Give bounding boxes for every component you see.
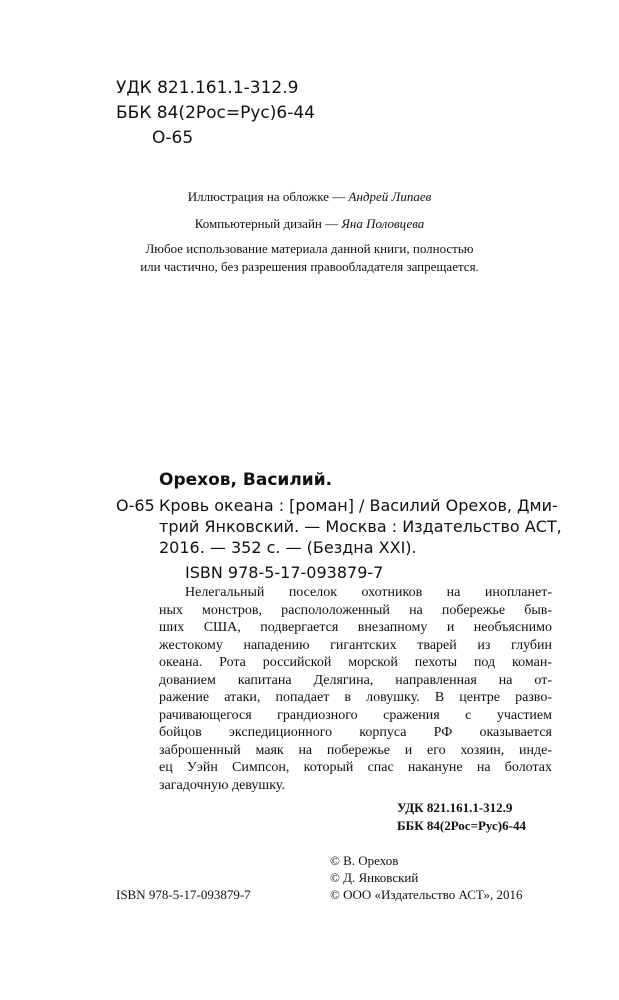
annotation-line: загадочную девушку. xyxy=(159,777,285,793)
annotation-line: ных монстров, распололоженный на побережье быв- xyxy=(159,602,552,618)
bibliographic-line: 2016. — 352 с. — (Бездна XXI). xyxy=(159,538,417,557)
design-credit-name: Яна Половцева xyxy=(341,216,425,231)
annotation-line: рачивающегося грандиозного сражения с участием xyxy=(159,707,552,723)
annotation-line: ших США, подвергается внезапному и необъяснимо xyxy=(159,620,552,635)
copyright-author-1: © В. Орехов xyxy=(330,853,399,868)
annotation-line: дованием капитана Делягина, направленная на от- xyxy=(159,672,552,688)
author-heading: Орехов, Василий. xyxy=(159,470,333,490)
annotation-line: жестокому нападению гигантских тварей из глубин xyxy=(159,637,552,653)
author-code-top: О-65 xyxy=(152,128,194,148)
cover-credit-name: Андрей Липаев xyxy=(348,189,432,204)
annotation-line: ец Уэйн Симпсон, который спас накануне на болотах xyxy=(159,760,552,775)
cover-credit-label: Иллюстрация на обложке — xyxy=(187,189,349,204)
bibliographic-line: Кровь океана : [роман] / Василий Орехов, Дми- xyxy=(159,496,558,515)
annotation-line: океана. Рота российской морской пехоты под коман- xyxy=(159,655,552,670)
copyright-author-2: © Д. Янковский xyxy=(330,870,419,885)
isbn-record: ISBN 978-5-17-093879-7 xyxy=(185,563,384,582)
copyright-publisher: © ООО «Издательство АСТ», 2016 xyxy=(330,887,523,902)
bibliographic-line: трий Янковский. — Москва : Издательство АСТ, xyxy=(159,517,562,536)
copyright-notice-line-1: Любое использование материала данной книги, полностью xyxy=(145,241,474,256)
bibliographic-description xyxy=(159,495,562,558)
annotation xyxy=(159,584,552,794)
design-credit-label: Компьютерный дизайн — xyxy=(194,216,342,231)
isbn-bottom: ISBN 978-5-17-093879-7 xyxy=(116,887,251,902)
udk-top: УДК 821.161.1-312.9 xyxy=(116,78,299,98)
author-code: О-65 xyxy=(116,496,155,515)
annotation-line: заброшенный маяк на побережье и его хозяин, индe- xyxy=(159,742,552,758)
bbk-top: ББК 84(2Рос=Рус)6-44 xyxy=(116,103,315,123)
design-credit xyxy=(0,215,619,232)
annotation-line: ражение атаки, попадает в ловушку. В центре разво- xyxy=(159,690,552,705)
cover-illustration-credit xyxy=(0,188,619,205)
bbk-bottom: ББК 84(2Рос=Рус)6-44 xyxy=(397,818,526,833)
annotation-line: бойцов экспедиционного корпуса РФ оказывается xyxy=(159,725,552,740)
udk-bottom: УДК 821.161.1-312.9 xyxy=(397,800,513,815)
annotation-line: Нелегальный поселок охотников на инопланет- xyxy=(185,585,552,600)
copyright-notice-line-2: или частично, без разрешения правообладателя запрещается. xyxy=(140,259,479,274)
